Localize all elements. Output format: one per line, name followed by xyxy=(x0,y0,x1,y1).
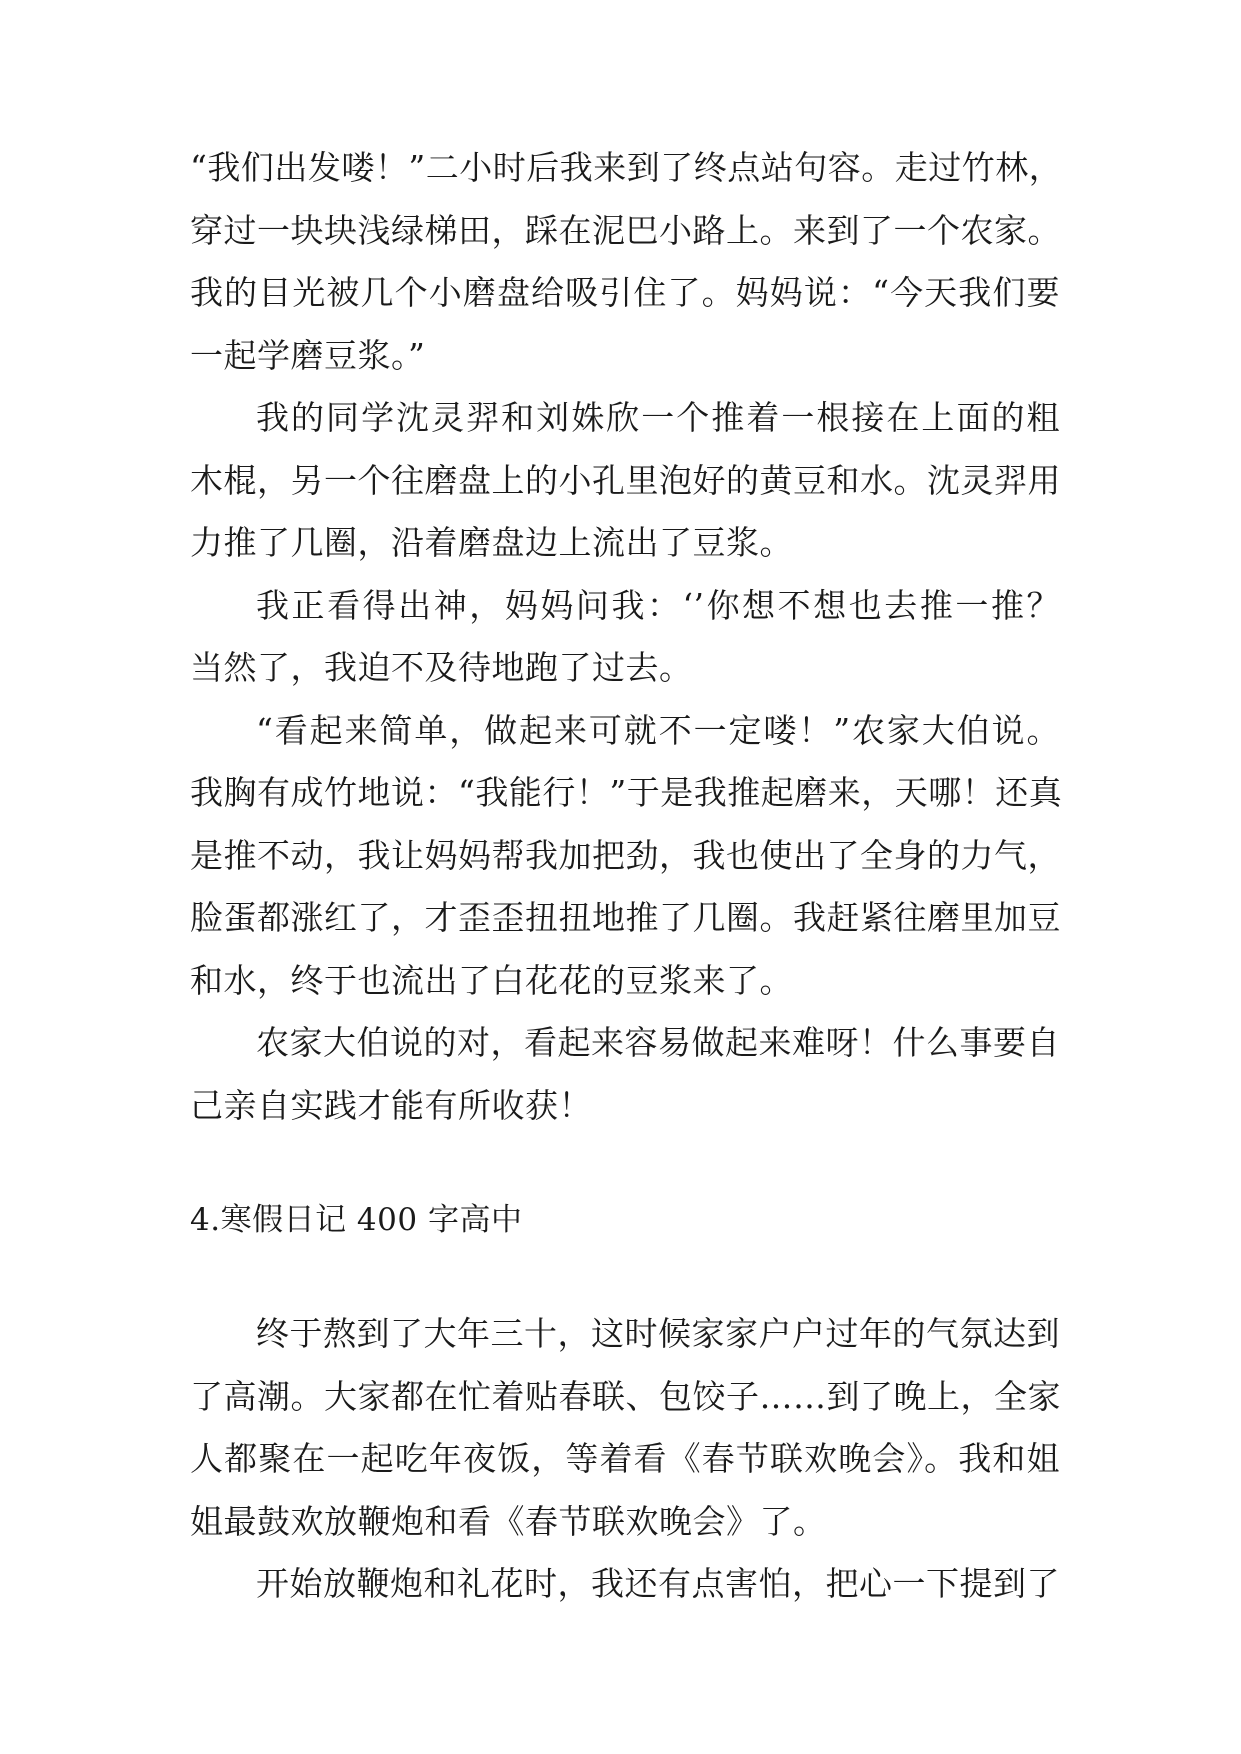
text-line: 和水，终于也流出了白花花的豆浆来了。 xyxy=(190,961,793,1000)
text-line: 终于熬到了大年三十，这时候家家户户过年的气氛达到 xyxy=(256,1314,1060,1353)
text-line: 人都聚在一起吃年夜饭，等着看《春节联欢晚会》。我和姐 xyxy=(190,1439,1060,1478)
text-line: 穿过一块块浅绿梯田，踩在泥巴小路上。来到了一个农家。 xyxy=(190,211,1061,250)
text-line: 当然了，我迫不及待地跑了过去。 xyxy=(190,648,693,687)
text-line: “我们出发喽！”二小时后我来到了终点站句容。走过竹林， xyxy=(190,148,1063,187)
text-line: 脸蛋都涨红了，才歪歪扭扭地推了几圈。我赶紧往磨里加豆 xyxy=(190,898,1061,937)
text-line: “看起来简单，做起来可就不一定喽！”农家大伯说。 xyxy=(256,711,1060,750)
text-line: 我正看得出神，妈妈问我：‘’你想不想也去推一推？ xyxy=(256,586,1060,625)
section-heading: 4.寒假日记 400 字高中 xyxy=(190,1202,523,1238)
text-line: 力推了几圈，沿着磨盘边上流出了豆浆。 xyxy=(190,523,793,562)
text-line: 木棍，另一个往磨盘上的小孔里泡好的黄豆和水。沈灵羿用 xyxy=(190,461,1061,500)
text-line: 我的同学沈灵羿和刘姝欣一个推着一根接在上面的粗 xyxy=(256,398,1060,437)
text-line: 姐最鼓欢放鞭炮和看《春节联欢晚会》了。 xyxy=(190,1502,827,1541)
text-line: 己亲自实践才能有所收获！ xyxy=(190,1086,592,1125)
text-line: 农家大伯说的对，看起来容易做起来难呀！什么事要自 xyxy=(256,1023,1060,1062)
text-line: 了高潮。大家都在忙着贴春联、包饺子……到了晚上，全家 xyxy=(190,1377,1061,1416)
text-line: 我胸有成竹地说：“我能行！”于是我推起磨来，天哪！还真 xyxy=(190,773,1063,812)
text-line: 我的目光被几个小磨盘给吸引住了。妈妈说：“今天我们要 xyxy=(190,273,1060,312)
text-line: 是推不动，我让妈妈帮我加把劲，我也使出了全身的力气， xyxy=(190,836,1061,875)
text-line: 一起学磨豆浆。” xyxy=(190,336,426,375)
text-line: 开始放鞭炮和礼花时，我还有点害怕，把心一下提到了 xyxy=(256,1564,1060,1603)
